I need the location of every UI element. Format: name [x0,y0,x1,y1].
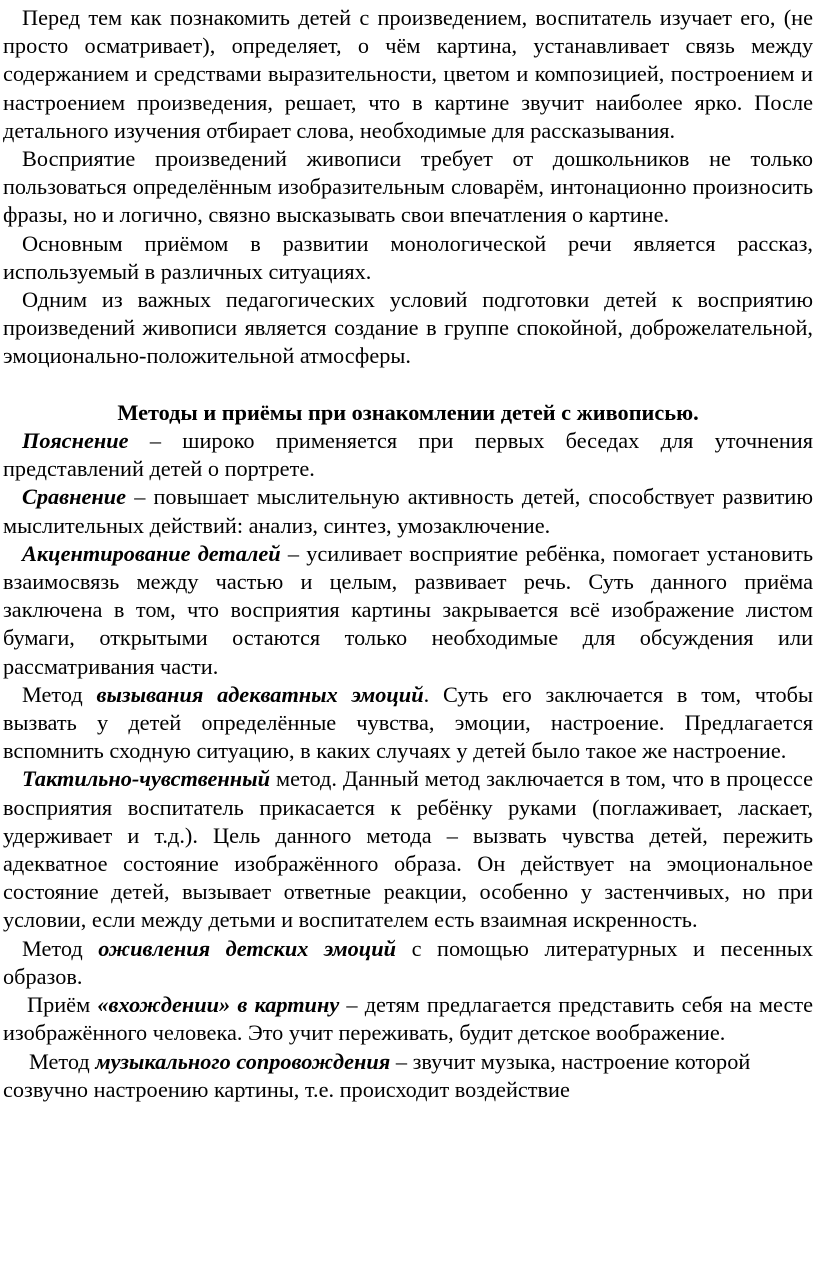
method-term: Сравнение [22,484,127,510]
method-text: – широко применяется при первых беседах для уточнения представлений детей о портрете. [3,428,813,482]
method-term: музыкального сопровождения [95,1048,391,1074]
method-prefix: Метод [22,681,97,707]
method-adequate-emotions [3,681,813,766]
blank-line [3,371,813,399]
paragraph-intro-4: Одним из важных педагогических условий подготовки детей к восприятию произведений живописи является создание в группе спокойной, доброжелательной, эмоционально-положительной атмосферы. [3,287,813,369]
paragraph-intro-1: Перед тем как познакомить детей с произведением, воспитатель изучает его, (не просто осматривает), определяет, о чём картина, устанавливает связь между содержанием и средствами выразительности, цветом и композицией, построением и настроением произведения, решает, что в картине звучит наиболее ярко. После детального изучения отбирает слова, необходимые для рассказывания. [3,5,813,143]
method-term: Пояснение [22,428,129,454]
method-explanation [3,427,813,483]
method-text: с помощью литературных и песенных образов. [3,935,813,989]
method-term: Тактильно-чувственный [22,766,271,792]
method-detail-accent [3,540,813,681]
paragraph-intro-3: Основным приёмом в развитии монологической речи является рассказ, используемый в различных ситуациях. [3,230,813,284]
method-term: оживления детских эмоций [98,935,396,961]
method-revive-emotions [3,935,813,991]
method-entering-picture [3,991,813,1047]
method-term: «вхождении» в картину [97,992,340,1018]
section-heading: Методы и приёмы при ознакомлении детей с живописью. [117,399,699,425]
method-text: – усиливает восприятие ребёнка, помогает установить взаимосвязь между частью и целым, развивает речь. Суть данного приёма заключена в том, что восприятия картины закрывается всё изображение листом бумаги, открытыми остаются только необходимые для обсуждения или рассматривания части. [3,540,813,679]
method-term: вызывания адекватных эмоций [96,681,424,707]
method-prefix: Метод [22,935,99,961]
method-text: – повышает мыслительную активность детей, способствует развитию мыслительных действий: анализ, синтез, умозаключение. [3,484,813,538]
method-prefix: Приём [27,992,98,1018]
paragraph-intro-2: Восприятие произведений живописи требует от дошкольников не только пользоваться определённым изобразительным словарём, интонационно произносить фразы, но и логично, связно высказывать свои впечатления о картине. [3,146,813,228]
method-musical-accompaniment [3,1048,813,1104]
method-text: . Суть его заключается в том, чтобы вызвать у детей определённые чувства, эмоции, настроение. Предлагается вспомнить сходную ситуацию, в каких случаях у детей было такое же настроение. [3,681,813,764]
method-term: Акцентирование деталей [22,540,281,566]
method-text: – звучит музыка, настроение которой созвучно настроению картины, т.е. происходит воздействие [3,1048,751,1102]
method-text: метод. Данный метод заключается в том, что в процессе восприятия воспитатель прикасается к ребёнку руками (поглаживает, ласкает, удерживает и т.д.). Цель данного метода – вызвать чувства детей, пережить адекватное состояние изображённого образа. Он действует на эмоциональное состояние детей, вызывает ответные реакции, особенно у застенчивых, но при условии, если между детьми и воспитателем есть взаимная искренность. [3,766,813,933]
method-prefix: Метод [29,1048,96,1074]
method-text: – детям предлагается представить себя на месте изображённого человека. Это учит переживать, будит детское воображение. [3,992,813,1046]
method-comparison [3,483,813,539]
method-tactile [3,765,813,934]
